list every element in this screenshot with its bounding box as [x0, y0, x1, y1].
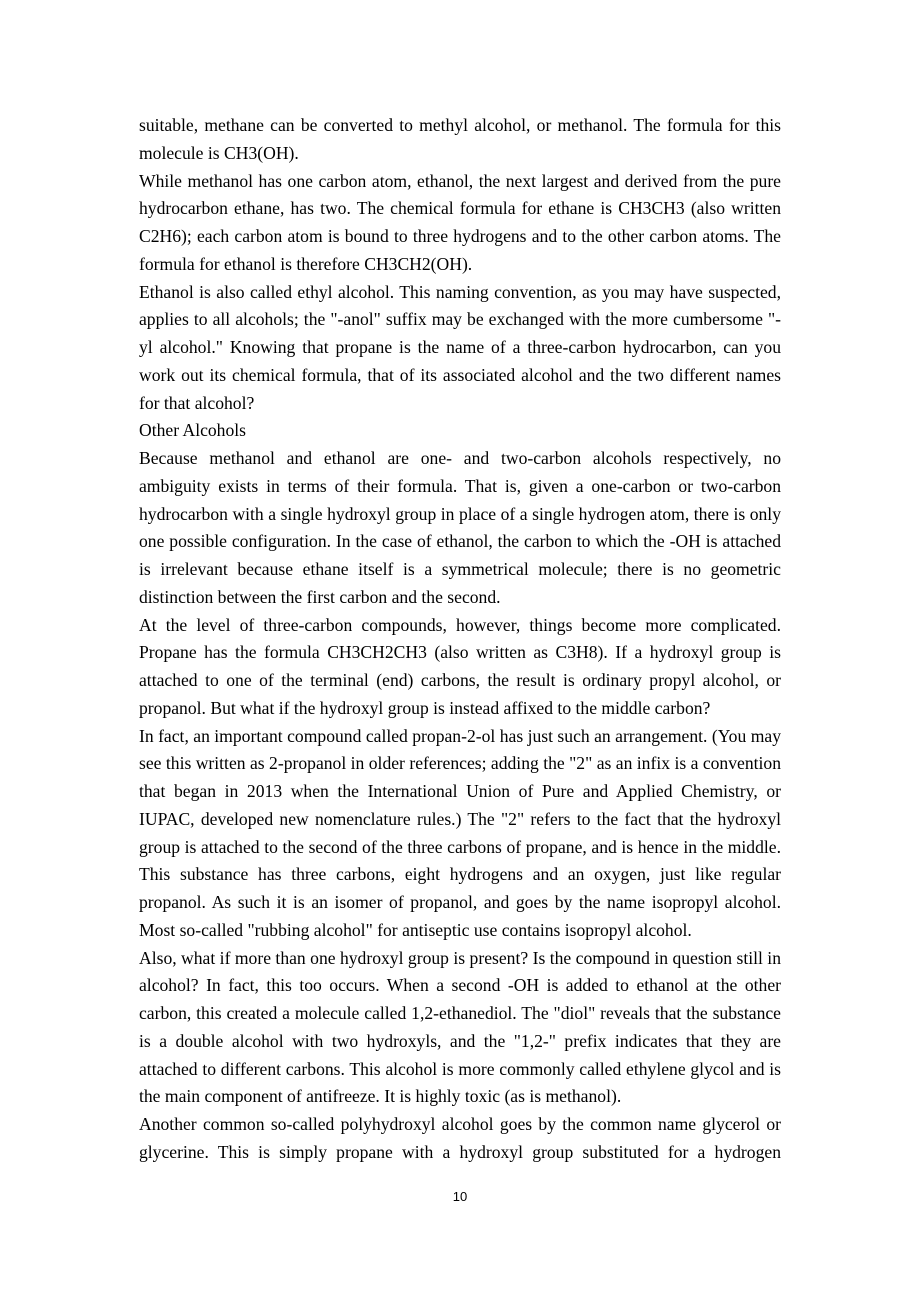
page-body — [139, 112, 781, 1167]
section-heading-other-alcohols: Other Alcohols — [139, 420, 247, 441]
page-number: 10 — [452, 1189, 468, 1204]
paragraph-methanol-formula: suitable, methane can be converted to methyl alcohol, or methanol. The formula for this molecule is CH3(OH). — [139, 115, 781, 163]
paragraph-propan-2-ol: In fact, an important compound called propan-2-ol has just such an arrangement. (You may see this written as 2-propanol in older references; adding the "2" as an infix is a convention that began in 2013 when the International Union of Pure and Applied Chemistry, or IUPAC, developed new nomenclature rules.) The "2" refers to the fact that the hydroxyl group is attached to the second of the three carbons of propane, and is hence in the middle. This substance has three carbons, eight hydrogens and an oxygen, just like regular propanol. As such it is an isomer of propanol, and goes by the name isopropyl alcohol. Most so-called "rubbing alcohol" for antiseptic use contains isopropyl alcohol. — [139, 725, 781, 940]
paragraph-ethanol-formula: While methanol has one carbon atom, ethanol, the next largest and derived from the pure hydrocarbon ethane, has two. The chemical formula for ethane is CH3CH3 (also written C2H6); each carbon atom is bound to three hydrogens and to the other carbon atoms. The formula for ethanol is therefore CH3CH2(OH). — [139, 170, 781, 274]
paragraph-naming-convention: Ethanol is also called ethyl alcohol. This naming convention, as you may have suspected, applies to all alcohols; the "-anol" suffix may be exchanged with the more cumbersome "-yl alcohol." Knowing that propane is the name of a three-carbon hydrocarbon, can you work out its chemical formula, that of its associated alcohol and the two different names for that alcohol? — [139, 281, 781, 413]
paragraph-ethylene-glycol: Also, what if more than one hydroxyl group is present? Is the compound in question still in alcohol? In fact, this too occurs. When a second -OH is added to ethanol at the other carbon, this created a molecule called 1,2-ethanediol. The "diol" reveals that the substance is a double alcohol with two hydroxyls, and the "1,2-" prefix indicates that they are attached to different carbons. This alcohol is more commonly called ethylene glycol and is the main component of antifreeze. It is highly toxic (as is methanol). — [139, 947, 781, 1107]
paragraph-glycerol: Another common so-called polyhydroxyl alcohol goes by the common name glycerol or glycerine. This is simply propane with a hydroxyl group substituted for a hydrogen — [139, 1114, 781, 1162]
paragraph-one-two-carbon-alcohols: Because methanol and ethanol are one- and two-carbon alcohols respectively, no ambiguity exists in terms of their formula. That is, given a one-carbon or two-carbon hydrocarbon with a single hydroxyl group in place of a single hydrogen atom, there is only one possible configuration. In the case of ethanol, the carbon to which the -OH is attached is irrelevant because ethane itself is a symmetrical molecule; there is no geometric distinction between the first carbon and the second. — [139, 448, 781, 607]
paragraph-three-carbon-compounds: At the level of three-carbon compounds, however, things become more complicated. Propane has the formula CH3CH2CH3 (also written as C3H8). If a hydroxyl group is attached to one of the terminal (end) carbons, the result is ordinary propyl alcohol, or propanol. But what if the hydroxyl group is instead affixed to the middle carbon? — [139, 614, 781, 718]
